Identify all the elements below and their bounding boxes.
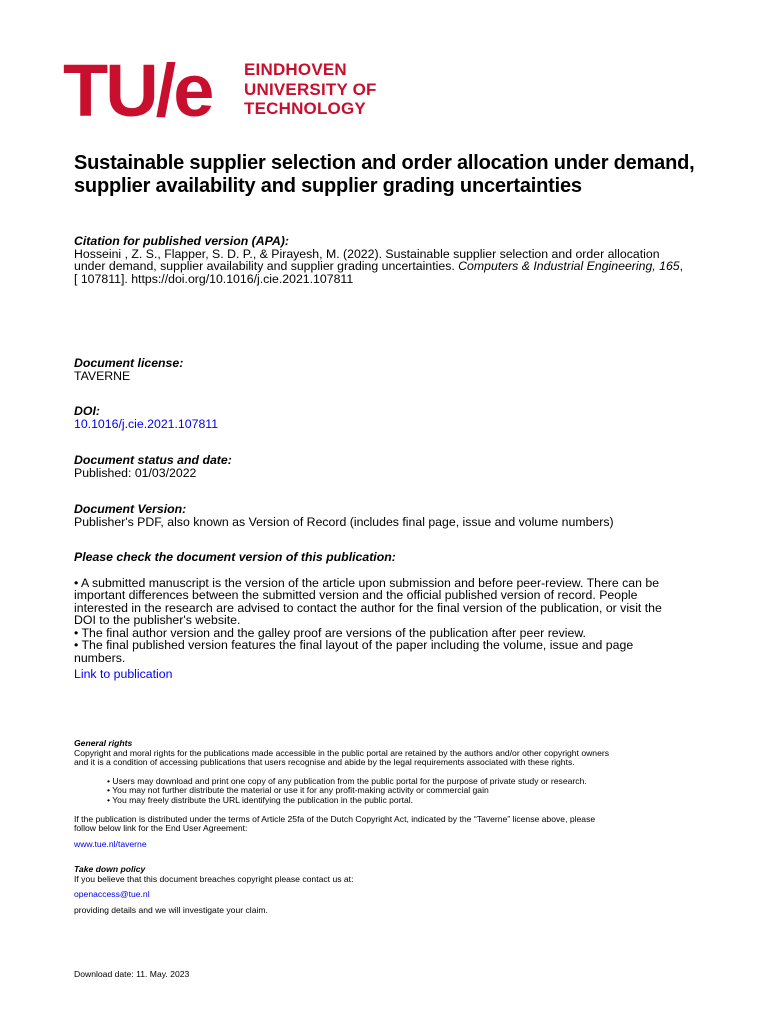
citation-text: under demand, supplier availability and supplier grading uncertainties.	[74, 259, 459, 273]
status-label: Document status and date:	[74, 453, 232, 467]
citation-section	[74, 235, 724, 285]
taverne-line: If the publication is distributed under the terms of Article 25fa of the Dutch Copyright Act, indicated by the “Taverne” license above, please	[74, 813, 596, 824]
check-line: numbers.	[74, 650, 126, 665]
tue-logo-icon	[63, 58, 233, 122]
rights-bullet: • You may not further distribute the material or use it for any profit-making activity or commercial gain	[107, 785, 489, 796]
status-value: Published: 01/03/2022	[74, 465, 197, 480]
general-rights-label: General rights	[74, 738, 133, 748]
university-name	[244, 60, 377, 119]
publication-title: Sustainable supplier selection and order allocation under demand, supplier availability and supplier grading uncertainties	[74, 152, 695, 197]
takedown-section	[74, 865, 724, 915]
takedown-line: If you believe that this document breaches copyright please contact us at:	[74, 873, 354, 884]
rights-bullet: • Users may download and print one copy of any publication from the public portal for the purpose of private study or research.	[107, 775, 587, 786]
check-label: Please check the document version of this publication:	[74, 550, 396, 564]
version-label: Document Version:	[74, 502, 187, 516]
takedown-label: Take down policy	[74, 864, 146, 874]
taverne-link[interactable]: www.tue.nl/taverne	[74, 838, 147, 849]
university-name-line: TECHNOLOGY	[244, 99, 366, 118]
takedown-closing: providing details and we will investigate your claim.	[74, 904, 268, 915]
citation-line: [ 107811]. https://doi.org/10.1016/j.cie.2021.107811	[74, 271, 354, 286]
license-section	[74, 357, 724, 382]
university-name-line: EINDHOVEN	[244, 60, 347, 79]
check-line: important differences between the submitted version and the official published version of record. People	[74, 588, 638, 602]
check-line: DOI to the publisher's website.	[74, 613, 241, 627]
check-line: • A submitted manuscript is the version of the article upon submission and before peer-review. There can be	[74, 575, 660, 590]
citation-journal: Computers & Industrial Engineering, 165	[458, 259, 680, 273]
citation-text: ,	[679, 259, 684, 273]
check-line: • The final author version and the galley proof are versions of the publication after peer review.	[74, 625, 586, 640]
rights-line: Copyright and moral rights for the publications made accessible in the public portal are retained by the authors and/or other copyright owners	[74, 747, 610, 758]
license-label: Document license:	[74, 356, 184, 370]
citation-line: Hosseini , Z. S., Flapper, S. D. P., & Pirayesh, M. (2022). Sustainable supplier selection and order allocation	[74, 246, 660, 261]
license-value: TAVERNE	[74, 368, 131, 383]
tue-logo-mark	[63, 58, 233, 122]
check-line: • The final published version features the final layout of the paper including the volume, issue and page	[74, 638, 634, 652]
rights-bullet: • You may freely distribute the URL identifying the publication in the public portal.	[107, 794, 414, 805]
university-name-line: UNIVERSITY OF	[244, 79, 377, 99]
version-section	[74, 503, 724, 528]
doi-link[interactable]: 10.1016/j.cie.2021.107811	[74, 416, 219, 431]
check-section	[74, 551, 724, 681]
citation-label: Citation for published version (APA):	[74, 234, 289, 248]
takedown-email-link[interactable]: openaccess@tue.nl	[74, 889, 150, 900]
doi-label: DOI:	[74, 404, 100, 418]
check-line: interested in the research are advised to contact the author for the final version of the publication, or visit the	[74, 600, 662, 615]
download-date: Download date: 11. May. 2023	[74, 969, 190, 979]
general-rights-section	[74, 739, 724, 849]
taverne-line: follow below link for the End User Agreement:	[74, 823, 248, 834]
status-section	[74, 454, 724, 479]
link-to-publication[interactable]: Link to publication	[74, 667, 173, 681]
tue-logo-text: TU/e	[63, 58, 212, 122]
doi-section	[74, 405, 724, 430]
citation-line	[74, 260, 724, 273]
rights-line: and it is a condition of accessing publications that users recognise and abide by the legal requirements associated with these rights.	[74, 757, 575, 768]
version-value: Publisher's PDF, also known as Version of Record (includes final page, issue and volume numbers)	[74, 514, 614, 529]
